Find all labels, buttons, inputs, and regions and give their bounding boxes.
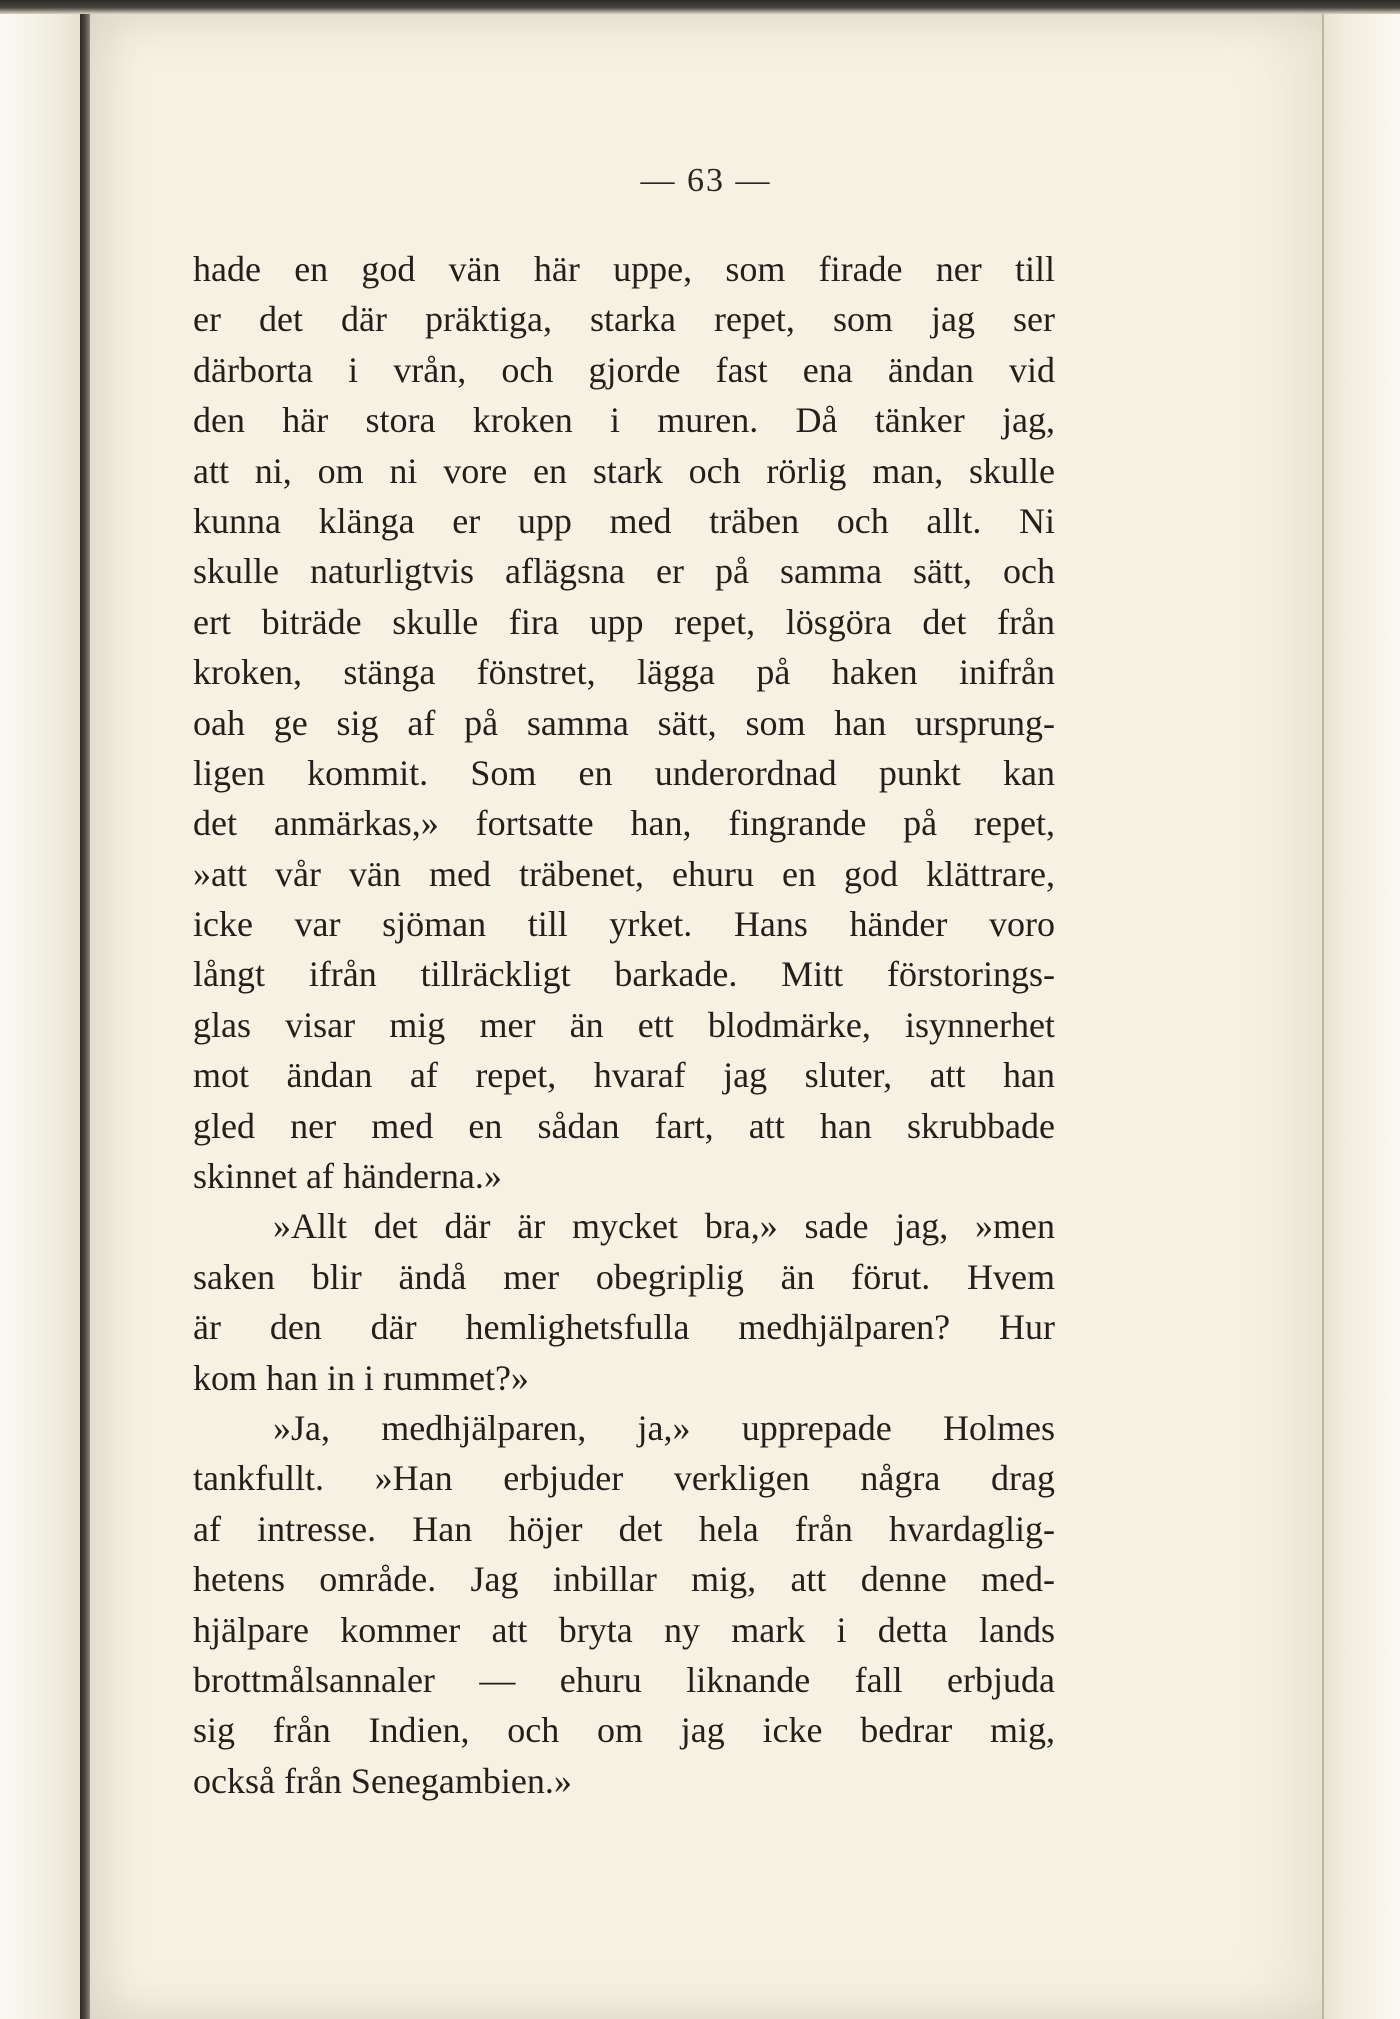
text-line: hade en god vän här uppe, som firade ner till: [193, 249, 1055, 289]
text-line: »Allt det där är mycket bra,» sade jag, »men: [273, 1206, 1055, 1247]
text-line: kom han in i rummet?»: [193, 1357, 529, 1398]
text-line: också från Senegambien.»: [193, 1760, 572, 1801]
text-line: af intresse. Han höjer det hela från hvardaglig-: [193, 1508, 1055, 1549]
page-edge-rule: [1322, 14, 1324, 2019]
text-line: att ni, om ni vore en stark och rörlig man, skulle: [193, 450, 1055, 491]
text-line: ligen kommit. Som en underordnad punkt kan: [193, 752, 1055, 793]
text-line: tankfullt. »Han erbjuder verkligen några drag: [193, 1458, 1055, 1499]
text-line: långt ifrån tillräckligt barkade. Mitt förstorings-: [193, 954, 1055, 995]
text-line: den här stora kroken i muren. Då tänker jag,: [193, 400, 1055, 441]
text-line: oah ge sig af på samma sätt, som han ursprung-: [193, 702, 1055, 743]
text-line: »Ja, medhjälparen, ja,» upprepade Holmes: [273, 1407, 1055, 1448]
book-page: [90, 14, 1322, 2019]
text-line: gled ner med en sådan fart, att han skrubbade: [193, 1105, 1055, 1146]
left-page-edge: [0, 0, 80, 2019]
text-line: därborta i vrån, och gjorde fast ena ändan vid: [193, 349, 1055, 390]
text-line: skulle naturligtvis aflägsna er på samma sätt, och: [193, 551, 1055, 592]
text-line: är den där hemlighetsfulla medhjälparen? Hur: [193, 1307, 1055, 1348]
text-line: kroken, stänga fönstret, lägga på haken inifrån: [193, 652, 1055, 693]
binding-shadow: [80, 0, 90, 2019]
text-line: icke var sjöman till yrket. Hans händer voro: [193, 904, 1055, 945]
text-line: skinnet af händerna.»: [193, 1156, 502, 1197]
page-number: — 63 —: [640, 162, 772, 199]
right-page-edges: [1322, 14, 1400, 2019]
text-line: det anmärkas,» fortsatte han, fingrande på repet,: [193, 803, 1055, 844]
text-line: »att vår vän med träbenet, ehuru en god klättrare,: [193, 853, 1055, 894]
text-line: er det där präktiga, starka repet, som jag ser: [193, 299, 1055, 340]
top-edge-shadow: [0, 0, 1400, 14]
text-line: mot ändan af repet, hvaraf jag sluter, att han: [193, 1055, 1055, 1096]
text-line: brottmålsannaler — ehuru liknande fall erbjuda: [193, 1659, 1055, 1700]
text-line: ert biträde skulle fira upp repet, lösgöra det från: [193, 601, 1055, 642]
text-line: saken blir ändå mer obegriplig än förut. Hvem: [193, 1256, 1055, 1297]
text-line: sig från Indien, och om jag icke bedrar mig,: [193, 1710, 1055, 1751]
text-line: hetens område. Jag inbillar mig, att denne med-: [193, 1559, 1055, 1600]
body-text: [193, 244, 1055, 1806]
text-line: kunna klänga er upp med träben och allt. Ni: [193, 500, 1055, 541]
text-line: hjälpare kommer att bryta ny mark i detta lands: [193, 1609, 1055, 1650]
text-line: glas visar mig mer än ett blodmärke, isynnerhet: [193, 1004, 1055, 1045]
